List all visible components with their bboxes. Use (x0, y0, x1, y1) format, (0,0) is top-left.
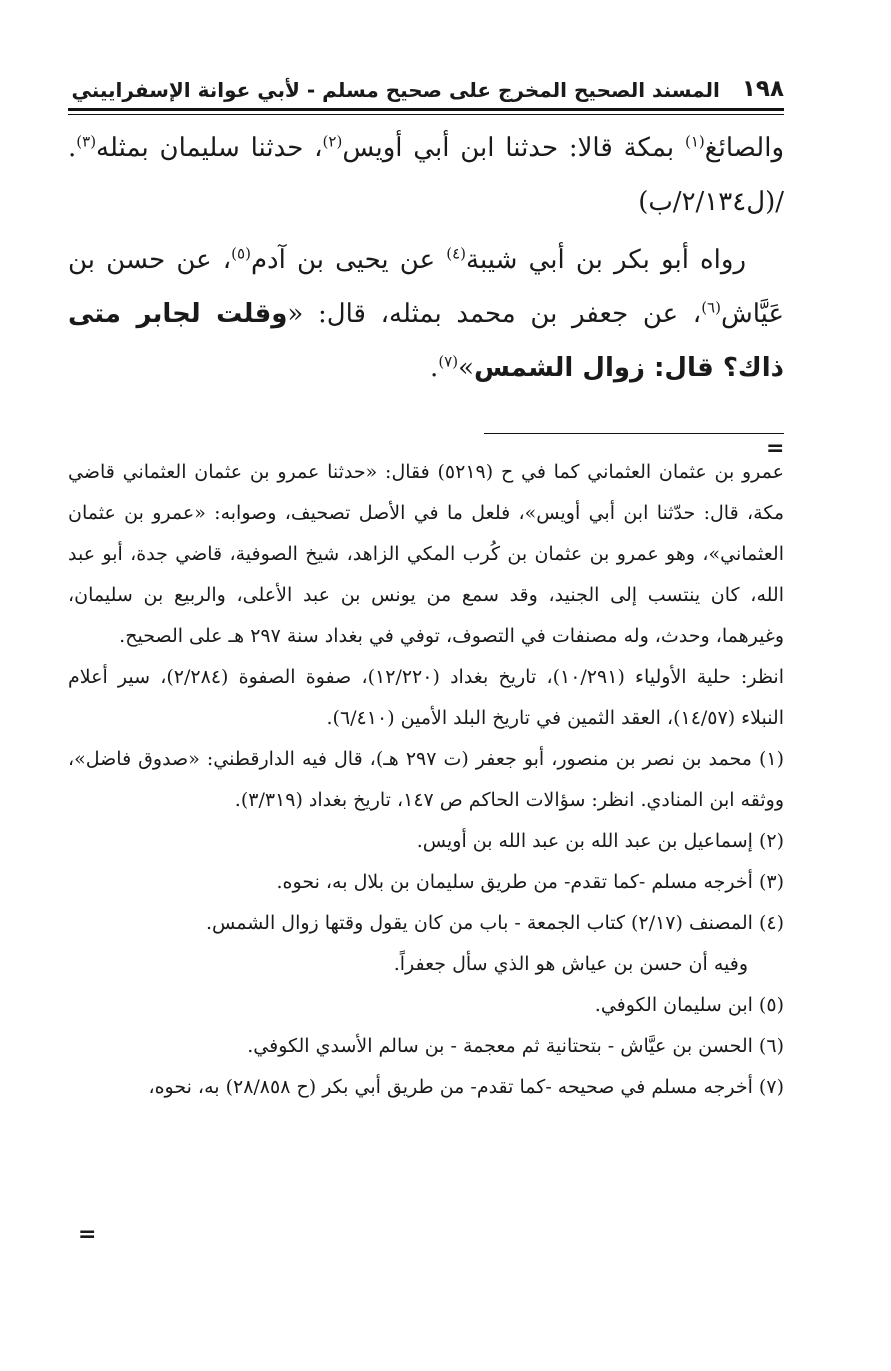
footnote-4-extra: وفيه أن حسن بن عياش هو الذي سأل جعفراً. (393, 953, 748, 975)
footnote-ref-1: (١) (684, 132, 705, 151)
footnote-ref-3: (٣) (76, 132, 97, 151)
page-header (68, 62, 784, 102)
main-text-segment: عن يحيى بن آدم (250, 245, 447, 275)
footnote-ref-6: (٦) (701, 298, 721, 317)
main-text-segment: ، حدثنا سليمان بمثله (96, 133, 323, 163)
footnote-ref-2: (٢) (322, 132, 343, 151)
footnote-6: (٦) الحسن بن عيَّاش - بتحتانية ثم معجمة - بن سالم الأسدي الكوفي. (247, 1035, 784, 1057)
main-text-segment: . (430, 353, 439, 383)
footnote-2: (٢) إسماعيل بن عبد الله بن عبد الله بن أويس. (416, 830, 784, 852)
main-paragraph-2 (68, 233, 784, 395)
main-paragraph-1 (68, 121, 784, 229)
footnotes (68, 452, 784, 1108)
manuscript-folio-ref: . /(ل٢/١٣٤/ب) (68, 133, 784, 217)
footnote-divider (484, 433, 784, 434)
main-text-segment: ، عن حسن بن عَيَّاش (68, 245, 784, 329)
footnote-5: (٥) ابن سليمان الكوفي. (594, 994, 784, 1016)
main-text-segment: بمكة قالا: حدثنا ابن أبي أويس (342, 133, 685, 163)
main-text-segment: ، عن جعفر بن محمد بمثله، قال: « (287, 299, 702, 329)
footnote-1: (١) محمد بن نصر بن منصور، أبو جعفر (ت ٢٩٧ هـ)، قال فيه الدارقطني: «صدوق فاضل»، ووثقه ابن المنادي. انظر: سؤالات الحاكم ص ١٤٧، تاريخ بغداد (٣/٣١٩). (68, 748, 785, 811)
main-text-segment: رواه أبو بكر بن أبي شيبة (466, 245, 747, 275)
footnote-ref-4: (٤) (446, 244, 467, 263)
main-text-segment: » (458, 353, 475, 383)
header-rule-thick (68, 108, 784, 111)
footnote-ref-7: (٧) (438, 352, 459, 371)
main-text (68, 121, 784, 395)
quoted-bold-text: وقلت لجابر متى ذاك؟ قال: زوال الشمس (68, 299, 784, 383)
footnote-4: (٤) المصنف (٢/١٧) كتاب الجمعة - باب من كان يقول وقتها زوال الشمس. (205, 912, 784, 934)
page-number: ١٩٨ (741, 76, 784, 102)
main-text-segment: والصائغ (704, 133, 784, 163)
header-rule-thin (68, 114, 784, 115)
footnote-continuation-2: انظر: حلية الأولياء (١٠/٢٩١)، تاريخ بغداد (١٢/٢٢٠)، صفوة الصفوة (٢/٢٨٤)، سير أعلام النبلاء (١٤/٥٧)، العقد الثمين في تاريخ البلد الأمين (٦/٤١٠). (68, 666, 784, 729)
continuation-mark-top: = (766, 436, 785, 461)
footnote-7: (٧) أخرجه مسلم في صحيحه -كما تقدم- من طريق أبي بكر (ح ٢٨/٨٥٨) به، نحوه، (148, 1076, 784, 1098)
footnote-ref-5: (٥) (231, 244, 251, 263)
footnote-continuation-1: عمرو بن عثمان العثماني كما في ح (٥٢١٩) فقال: «حدثنا عمرو بن عثمان العثماني قاضي مكة، قال: حدّثنا ابن أبي أويس»، فلعل ما في الأصل تصحيف، وصوابه: «عمرو بن عثمان العثماني»، وهو عمرو بن عثمان بن كُرب المكي الزاهد، شيخ الصوفية، قاضي جدة، أبو عبد الله، كان ينتسب إلى الجنيد، وقد سمع من يونس بن عبد الأعلى، والربيع بن سليمان، وغيرهما، وحدث، وله مصنفات في التصوف، توفي في بغداد سنة ٢٩٧ هـ على الصحيح. (68, 461, 784, 647)
continuation-mark-bottom: = (78, 1222, 97, 1247)
book-page (68, 62, 784, 1108)
footnote-3: (٣) أخرجه مسلم -كما تقدم- من طريق سليمان بن بلال به، نحوه. (276, 871, 784, 893)
running-title: المسند الصحيح المخرج على صحيح مسلم - لأبي عوانة الإسفراييني (71, 78, 720, 102)
